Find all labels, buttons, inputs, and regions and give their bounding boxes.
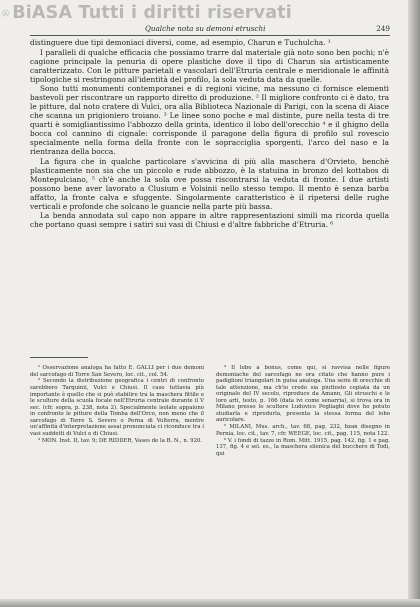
paragraph: I paralleli di qualche efficacia che possiamo trarre dal materiale già noto sono ben pochi; n'è cagione principale la penuria di opere plastiche dove il tipo di Charun sia artisticamente caratterizzato. Con le pitture parietali e vascolari dell'Etruria centrale e meridionale le affinità tipologiche si restringono all'identità del profilo, la sola veduta data da quelle. — [30, 47, 389, 84]
scan-edge-bottom — [0, 599, 420, 607]
footnotes-right-column — [216, 365, 390, 583]
footnote-separator — [30, 357, 88, 358]
header-rule — [30, 35, 390, 36]
paragraph: distinguere due tipi demoniaci diversi, come, ad esempio, Charun e Tuchulcha. ¹ — [30, 38, 331, 47]
footnote: ⁶ V. i fondi di tazze in Rom. Mitt. 1915, pag. 142, fig. 1 e pag. 137, fig. 4 e sel. es., la maschera silenica del bucchero di Todi, qui — [216, 437, 390, 457]
footnote: ³ MON. Inst. II, tav. 9; DE RIDDER, Vases de la B. N., n. 920. — [38, 437, 203, 444]
running-head — [30, 22, 390, 36]
page-number: 249 — [376, 24, 390, 33]
footnote: ² Secondo la distribuzione geografica i centri di confronto sarebbero Tarquinii, Vulci e Chiusi. Il caso tuttavia più importante è quello che si può stabilire tra la maschera fittile e le sculture della scuola focale nell'Etruria centrale durante il V sec. (cfr. sopra, p. 238, nota 2). Specialmente isolate appaiono in confronto le pitture della Tomba dell'Orco, non meno che il sarcofago di Torre S. Severo o Perna di Volterra, mentre un'affinità d'interpretazione assai pronunciata ci riconduce tra i vasi suddetti di Vulci e di Chiusi. — [30, 378, 204, 437]
footnote: ⁵ MILANI, Mus. arch., tav. 68, pag. 232, bzan disegno in Pernia, loc. cit., tav. 7, cfr. WEEGE, loc. cit., pag. 115, nota 122. — [216, 424, 390, 437]
footnote: ¹ Osservazione analoga ha fatto E. GALLI per i due demoni del sarcofago di Torre San Severo, loc. cit., col. 54. — [30, 365, 204, 378]
watermark-text: BiASA Tutti i diritti riservati — [12, 3, 292, 23]
paragraph: Sono tutti monumenti contemporanei e di regioni vicine, ma nessuno ci fornisce elementi bastevoli per riscontrare un rapporto diretto di produzione. ² Il migliore confronto ci è dato, tra le pitture, dal noto cratere di Vulci, ora alla Biblioteca Nazionale di Parigi, con la scena di Aiace che scanna un prigioniero troiano. ³ Le linee sono poche e mal distinte, pure nella testa di tre quarti è somigliantissimo l'abbozzo della grinta, identico il lobo dell'orecchio ⁴ e il ghigno della bocca col cannino di cignale: corrisponde il paragone della figura di profilo sul rovescio specialmente nella forma della fronte con le sopracciglia sporgenti, l'arco del naso e la rientranza della bocca. — [30, 84, 389, 157]
body-text — [30, 38, 389, 229]
scan-edge-right — [408, 0, 420, 607]
paragraph: La benda annodata sul capo non appare in altre rappresentazioni simili ma ricorda quella che portano quasi sempre i satiri sui vasi di Chiusi e d'altre fabbriche d'Etruria. ⁶ — [30, 211, 389, 230]
running-title: Qualche nota su demoni etruschi — [145, 24, 266, 33]
footnotes-left-column — [30, 365, 204, 583]
watermark — [2, 2, 292, 24]
footnotes — [30, 365, 390, 583]
footnote: ⁴ Il lobo a bonus, come qui, si ravvisa nelle figure demoniache del sarcofago ne ora citato che hanno pure i padiglioni triangolari in guisa analoga. Una serie di orecchie di tale attenzione, ma ch'io credo sia piuttosto copiata da un originale del IV secolo, riproduce da Amann, Gli etruschi e le loro arti, testo, p. 166 (data ivi come senarria), si trova ora in Milano presso lo scultore Ludovico Pogliaghi dove ho potuto studiarla e riprodurla, presenta la stessa forma del lobo auricolare. — [216, 365, 390, 424]
paragraph: La figura che in qualche particolare s'avvicina di più alla maschera d'Orvieto, benchè plasticamente non sia che un piccolo e rude abbozzo, è la statuina in bronzo del kottabos di Montepulciano, ⁵ ch'è anche la sola ove possa riscontrarsi la veduta di fronte. I due artisti possono bene aver lavorato a Clusium e Volsinii nello stesso tempo. Il mento è senza barba affatto, la fronte calva e sfuggente. Singolarmente caratteristico è il ripetersi delle rughe verticali e profonde che solcano le guancie nella parte più bassa. — [30, 156, 389, 211]
library-logo-icon — [2, 2, 9, 24]
